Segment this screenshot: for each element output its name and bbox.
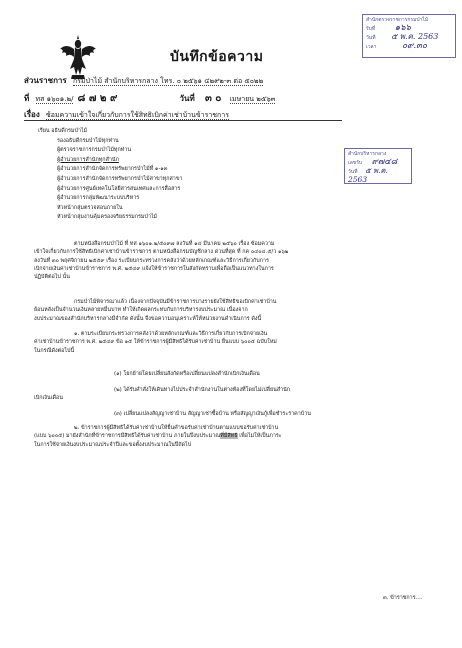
highlighted-phrase: ที่มีสิทธิ [220, 433, 238, 440]
body-paragraph-4 [34, 424, 282, 449]
subject-value: ซ้อมความเข้าใจเกี่ยวกับการใช้สิทธิเบิกค่าเช่าบ้านข้าราชการ [45, 111, 229, 119]
sub-item-line: เบิกเงินเดือน [34, 395, 63, 402]
department-value: กรมป่าไม้ สำนักบริหารกลาง โทร. ๐ ๒๕๖๑ ๔๒๙๒-๓ ต่อ ๕๐๒๒ [72, 77, 264, 85]
paragraph-line: ๑. ตามระเบียบกระทรวงการคลังว่าด้วยหลักเกณฑ์และวิธีการเกี่ยวกับการเบิกจ่ายเงิน [74, 331, 268, 337]
stamp-label: รับที่ [366, 26, 376, 32]
date-label: วันที่ [179, 94, 195, 103]
stamp-received-number: ๙๗๔๘ [371, 157, 398, 167]
recipient-item: ผู้อำนวยการสำนักทุกสำนัก [57, 156, 119, 163]
stamp-received-number: ๑๖๖ [394, 23, 411, 33]
header-divider [24, 120, 342, 121]
memo-title: บันทึกข้อความ [170, 49, 264, 65]
stamp-label: วันที่ [366, 35, 376, 41]
paragraph-line: ย้อนหลังเป็นจำนวนเงินหลายหมื่นบาท ทำให้เกิดผลกระทบกับการบริหารงบประมาณ เนื่องจาก [34, 307, 248, 314]
recipient-list [38, 127, 183, 223]
stamp-office: สำนักตรวจราชการกรมป่าไม้ [366, 17, 429, 23]
paragraph-line: งบประมาณของสำนักบริหารกลางมีจำกัด ดังนั้น จึงขอความอนุเคราะห์ให้หน่วยงานดำเนินการ ดังนี้ [34, 315, 262, 322]
stamp-received-time: ๐๙.๓๐ [401, 41, 428, 51]
body-paragraph-1 [34, 240, 288, 281]
receipt-stamp-central-admin [344, 148, 412, 184]
paragraph-line: ตามหนังสือกรมป่าไม้ ที่ ทส ๑๖๐๑.๒/๕๐๙๗ ลงวันที่ ๑๔ มีนาคม ๒๕๖๐ เรื่อง ซ้อมความ [74, 241, 275, 247]
sub-item-1 [34, 370, 260, 378]
stamp-label: วันที่ [348, 169, 358, 175]
body-paragraph-2 [34, 298, 276, 323]
date-day: ๓ ๐ [204, 93, 222, 104]
department-label: ส่วนราชการ [24, 76, 67, 85]
receipt-stamp-inspection [362, 14, 456, 58]
recipient-item: ผู้อำนวยการสำนักจัดการทรัพยากรป่าไม้สาขาทุกสาขา [57, 175, 183, 182]
recipient-item: ผู้อำนวยการศูนย์เทคโนโลยีสารสนเทศและการสื่อสาร [57, 185, 181, 192]
recipient-item: ผู้ตรวจราชการกรมป่าไม้ทุกท่าน [57, 147, 132, 154]
reference-number: ๘ ๗ ๒ ๙ [77, 93, 118, 104]
paragraph-line: กรมป่าไม้พิจารณาแล้ว เนื่องจากปัจจุบันมีข้าราชการบางรายยังใช้สิทธิขอเบิกค่าเช่าบ้าน [74, 299, 277, 305]
stamp-received-date: ๕ พ.ค. 2563 [391, 32, 439, 41]
paragraph-line: ปฏิบัติต่อไป นั้น [34, 274, 70, 281]
continuation-marker: ๓. ข้าราชการ.... [383, 595, 423, 601]
paragraph-line: ลงวันที่ ๓๐ พฤศจิกายน ๒๕๕๙ เรื่อง ระเบียบกระทรวงการคลังว่าด้วยหลักเกณฑ์และวิธีการเกี่ยวกับการ [34, 257, 269, 264]
paragraph-line: (แบบ ๖๐๐๕) มายังสำนักที่ข้าราชการมีสิทธิได้รับค่าเช่าบ้าน ภายในปีงบประมาณที่มีสิทธิ เพื่อไม่ให้เป็นภาระ [34, 433, 282, 440]
sub-item-2 [34, 386, 290, 403]
paragraph-line: ๒. ข้าราชการผู้มีสิทธิได้รับค่าเช่าบ้านให้ยื่นคำขอรับค่าเช่าบ้านตามแบบขอรับค่าเช่าบ้าน [74, 425, 279, 431]
reference-line [24, 91, 344, 106]
recipient-item: หัวหน้ากลุ่มงานคุ้มครองจริยธรรมกรมป่าไม้ [57, 214, 158, 221]
subject-label: เรื่อง [24, 110, 40, 119]
paragraph-line: เข้าใจเกี่ยวกับการใช้สิทธิเบิกค่าเช่าบ้านข้าราชการ ตามหนังสือกรมบัญชีกลาง ด่วนที่สุด ที่ กค ๐๔๐๔.๕/ว ๑๖๒ [34, 249, 289, 256]
stamp-label: เลขรับ [348, 160, 363, 166]
reference-label: ที่ [24, 94, 30, 103]
department-line [24, 74, 263, 87]
stamp-label: เวลา [366, 44, 377, 50]
sub-item-line: (๓) เปลี่ยนแปลงสัญญาเช่าบ้าน สัญญาเช่าซื้อบ้าน หรือสัญญาเงินกู้เพื่อชำระราคาบ้าน [114, 411, 311, 417]
paragraph-line: ในกรณีดังต่อไปนี้ [34, 347, 75, 354]
recipient-item: หัวหน้ากลุ่มตรวจสอบภายใน [57, 204, 123, 211]
sub-item-3 [34, 410, 311, 418]
paragraph-line: ในการใช้จ่ายเงินงบประมาณประจำปีและขอตั้งงบประมาณในปีถัดไป [34, 441, 192, 448]
sub-item-line: (๑) โยกย้ายโดยเปลี่ยนสังกัดหรือเปลี่ยนแปลงสำนักเบิกเงินเดือน [114, 371, 260, 377]
body-paragraph-3 [34, 330, 277, 355]
recipient-item: ผู้อำนวยการสำนักจัดการทรัพยากรป่าไม้ที่ ๑-๑๓ [57, 166, 168, 173]
salutation: เรียน อธิบดีกรมป่าไม้ [38, 128, 88, 134]
stamp-office: สำนักบริหารกลาง [348, 151, 387, 157]
date-month-year: เมษายน ๒๕๖๓ [229, 95, 276, 103]
paragraph-line: เบิกจ่ายเงินค่าเช่าบ้านข้าราชการ พ.ศ. ๒๕๔๙ แจ้งให้ข้าราชการในสังกัดทราบเพื่อถือเป็นแนวทางในการ [34, 265, 274, 272]
paragraph-line: ค่าเช่าบ้านข้าราชการ พ.ศ. ๒๕๔๙ ข้อ ๑๕ ให้ข้าราชการผู้มีสิทธิได้รับค่าเช่าบ้าน ยื่นแบบ ๖๐๐๕ ฉบับใหม่ [34, 339, 277, 346]
reference-value: ทส ๑๖๐๑.๒/ [35, 95, 74, 103]
recipient-item: ผู้อำนวยการกลุ่มพัฒนาระบบบริหาร [57, 195, 140, 202]
sub-item-line: (๒) ได้รับคำสั่งให้เดินทางไปประจำสำนักงานในต่างท้องที่โดยไม่เปลี่ยนสำนัก [114, 387, 291, 393]
recipient-item: รองอธิบดีกรมป่าไม้ทุกท่าน [57, 137, 119, 144]
stamp-received-date: ๕ พ.ค. 2563 [348, 166, 388, 184]
